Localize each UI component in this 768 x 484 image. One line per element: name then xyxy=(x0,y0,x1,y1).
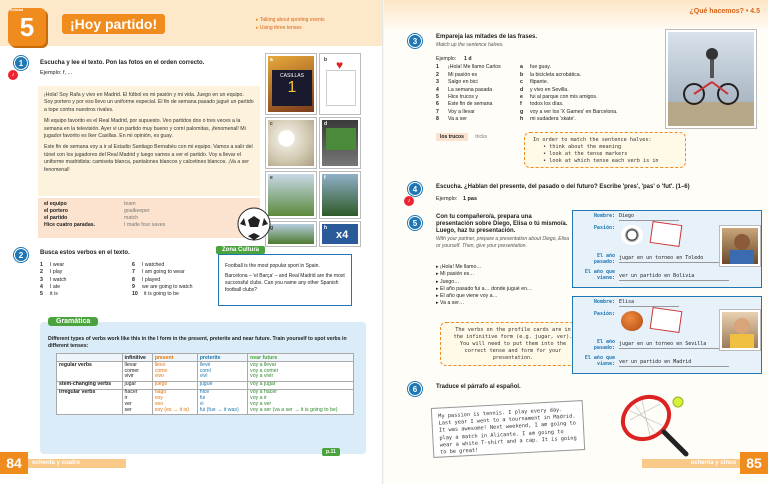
exercise-1-number: 1 xyxy=(14,56,28,70)
table-header: infinitive present preterite near future xyxy=(57,354,354,362)
table-row: stem-changing verbs jugar juego jugué voy a jugar xyxy=(57,381,354,389)
list-item: 10 it is going to be xyxy=(132,291,179,298)
tip-match-halves: In order to match the sentence halves: • think about the meaning • look at the tense markers • look at which tense each verb is in xyxy=(524,132,686,168)
gramatica-tab: Gramática xyxy=(48,317,98,326)
translation-paragraph: My passion is tennis. I play every day. Last year I went to a tournament in Madrid. It was awesome! Next weekend, I am going to play a match in Alicante. I am going to wear a white T-shirt and a cap. It is going to be great! xyxy=(431,400,585,458)
list-item: 3 I watch xyxy=(40,276,67,283)
list-item: 6 I watched xyxy=(132,262,165,268)
photo-b-heart-shirt: ♥ b xyxy=(320,54,360,114)
right-page xyxy=(384,0,768,484)
gramatica-intro: Different types of verbs work like this in the I form in the present, preterite and near future. Train yourself to spot verbs in different tenses: xyxy=(48,336,347,349)
list-item: ▸ El año que viene voy a… xyxy=(436,293,498,300)
example-value: f, ... xyxy=(62,70,73,76)
tip-profile-verbs: The verbs on the profile cards are in the infinitive form (e.g. jugar, ver). You will need to put them into the correct tense and form for your presentation. xyxy=(440,322,586,366)
elisa-photo xyxy=(720,310,760,350)
aim-item: ▸ Using three tenses xyxy=(256,24,325,32)
exercise-2-instruction: Busca estos verbos en el texto. xyxy=(40,250,130,256)
exercise-2-number: 2 xyxy=(14,248,28,262)
vocab-row: el partido match xyxy=(44,215,139,221)
match-row: 2 Mi pasión es b la bicicleta acrobática. xyxy=(436,71,582,78)
exercise-4-number: 4 xyxy=(408,182,422,196)
diego-photo xyxy=(720,226,760,266)
exercise-1-example xyxy=(40,70,72,76)
exercise-6-instruction: Traduce el párrafo al español. xyxy=(436,384,521,390)
list-item: ▸ Va a ser… xyxy=(436,300,465,307)
list-item: 4 I ate xyxy=(40,283,61,290)
bmx-rider-photo xyxy=(666,30,756,128)
photo-h-x4: x4 h xyxy=(320,222,360,246)
list-item: 5 it is xyxy=(40,291,58,298)
presentation-prompts xyxy=(436,264,532,308)
match-row: 1 ¡Hola! Me llamo Carlos a fue guay. xyxy=(436,64,551,71)
left-page-words: ochenta y cuatro xyxy=(26,459,126,468)
vocab-box xyxy=(38,198,260,238)
exercise-1-instruction: Escucha y lee el texto. Pon las fotos en el orden correcto. xyxy=(40,60,205,66)
profile-card-elisa: Nombre: Elisa Pasión: El año pasado: jugar en un torneo en Sevilla El año que viene: ver un partido en Madrid xyxy=(572,296,762,374)
unit-word: unidad xyxy=(10,7,24,12)
unit-number: 5 xyxy=(19,12,35,42)
exercise-6-number: 6 xyxy=(408,382,422,396)
exercise-5-sub: With your partner, prepare a presentation about Diego, Elisa or yourself. Then, give your presentation. xyxy=(436,236,570,249)
verb-table xyxy=(56,353,354,415)
match-row: 6 Este fin de semana f todos los días. xyxy=(436,101,564,108)
exercise-3-number: 3 xyxy=(408,34,422,48)
exercise-4-example: Ejemplo: 1 pas xyxy=(436,196,478,202)
right-page-words: ochenta y cinco xyxy=(642,459,742,468)
left-header-band xyxy=(0,0,384,46)
list-item: ▸ El año pasado fui a… donde jugué en… xyxy=(436,285,533,292)
list-item: ▸ ¡Hola! Me llamo… xyxy=(436,264,482,270)
ticket-icon xyxy=(650,221,683,247)
unit-badge xyxy=(8,8,46,46)
match-row: 7 Voy a llevar g voy a ver los 'X Games' en Barcelona. xyxy=(436,108,618,115)
photo-c-popcorn: c xyxy=(266,118,316,168)
left-page-number: 84 xyxy=(0,452,28,474)
zona-text-1: Football is the most popular sport in Spain. xyxy=(225,263,320,269)
table-row: regular verbs llevar comer vivir llevo como vivo llevé comí viví voy a llevar voy a comer voy a vivir xyxy=(57,362,354,382)
match-row: 5 Hice trucos y e fui al parque con mis amigos. xyxy=(436,94,598,101)
headphones-icon: ♪ xyxy=(404,196,414,206)
x4-badge: x4 xyxy=(336,229,349,241)
list-item: 1 I wear xyxy=(40,262,65,268)
exercise-3-sub: Match up the sentence halves. xyxy=(436,42,504,48)
right-page-number: 85 xyxy=(740,452,768,474)
exercise-3-instruction: Empareja las mitades de las frases. xyxy=(436,34,538,40)
football-icon xyxy=(621,225,643,245)
gramatica-box xyxy=(40,322,366,454)
profile-card-diego: Nombre: Diego Pasión: El año pasado: jugar en un torneo en Toledo El año que viene: ver un partido en Bolivia xyxy=(572,210,762,288)
match-row: 4 La semana pasada d y vivo en Sevilla. xyxy=(436,86,569,93)
vocab-row: el equipo team xyxy=(44,201,136,207)
list-item: 8 I played xyxy=(132,276,161,283)
list-item: 7 I am going to wear xyxy=(132,269,185,276)
exercise-4-instruction: Escucha. ¿Hablan del presente, del pasado o del futuro? Escribe 'pres', 'pas' o 'fut'. (1–6) xyxy=(436,184,690,190)
list-item: ▸ Mi pasión es… xyxy=(436,271,475,278)
example-label: Ejemplo: xyxy=(40,70,62,76)
vocab-row: Hice cuatro paradas. I made four saves xyxy=(44,222,166,228)
ticket-icon xyxy=(650,307,683,333)
list-item: 9 we are going to watch xyxy=(132,283,193,290)
list-item: ▸ Juego… xyxy=(436,278,460,285)
zona-cultura-box xyxy=(218,254,352,306)
section-header: ¿Qué hacemos? • 4.5 xyxy=(689,8,760,15)
soccer-ball-icon xyxy=(236,206,272,242)
photo-f-players: f xyxy=(320,172,360,218)
zona-text-2: Barcelona – 'el Barça' – and Real Madrid are the most successful clubs. Can you name any other Spanish football clubs? xyxy=(225,273,345,293)
zona-cultura-tab: Zona Cultura xyxy=(216,246,265,254)
rafa-reading-text xyxy=(38,86,260,196)
photo-e-stadium: e xyxy=(266,172,316,218)
learning-aims xyxy=(256,16,325,32)
photo-d-tv: d xyxy=(320,118,360,168)
headphones-icon: ♪ xyxy=(8,70,18,80)
exercise-5-number: 5 xyxy=(408,216,422,230)
match-row: 3 Salgo en bici c flipante. xyxy=(436,79,549,86)
basketball-icon xyxy=(621,311,643,331)
verbs-list-right xyxy=(132,262,192,298)
match-row: 8 Va a ser h mi sudadera 'skate'. xyxy=(436,116,576,123)
reading-paragraph: Mi equipo favorito es el Real Madrid, por supuesto. Veo partidos dos o tres veces a la semana en la televisión. Ayer vi un partido muy bueno y comí palomitas, ¡fenomenal! Mi jugador favorito es Iker Casillas. En mi opinión, es guay. xyxy=(44,118,246,140)
trucos-vocab: los trucos tricks xyxy=(436,134,487,140)
table-row: irregular verbs hacer ir ver ser hago voy veo soy (es → it is) hice fui vi fui (fue → it was) voy a hacer voy a ir voy a ver voy a ser (va a ser → it is going to be) xyxy=(57,389,354,414)
exercise-5-instruction: Con tu compañero/a, prepara una presentación sobre Diego, Elisa o tú mismo/a. Luego, haz tu presentación. xyxy=(436,214,568,234)
photo-a-casillas: CASILLAS 1 a xyxy=(266,54,316,114)
photo-g-keeper-dive: g xyxy=(266,222,316,246)
aim-item: ▸ Talking about sporting events xyxy=(256,16,325,24)
tennis-racket-icon xyxy=(616,390,694,460)
page-title: ¡Hoy partido! xyxy=(62,14,165,34)
reading-paragraph: ¡Hola! Soy Rafa y vivo en Madrid. El fútbol es mi pasión y mi vida. Juego en un equipo. Soy portero y por eso llevo un uniforme especial. El fin de semana pasado jugué un partido a tope contra nuestros rivales. xyxy=(44,92,254,113)
list-item: 2 I play xyxy=(40,269,63,276)
vocab-row: el portero goalkeeper xyxy=(44,208,150,214)
match-grid: Ejemplo: 1 d 1 ¡Hola! Me llamo Carlos a fue guay. 2 Mi pasión es b la bicicleta acrobática. 3 Salgo en bici c flipante. 4 La semana pasada d y vivo en Sevilla. 5 Hice trucos y e fui al parque con mis amigos. 6 Este fin de semana f todos los días. 7 Voy a llevar g voy a ver los 'X Games' en Barcelona. 8 Va a ser h mi sudadera 'skate'. xyxy=(436,56,618,123)
heart-icon: ♥ xyxy=(336,58,344,72)
page-ref-link[interactable]: p.11 xyxy=(322,448,340,456)
reading-paragraph: Este fin de semana voy a ir al Estadio Santiago Bernabéu con mi equipo. Vamos a salir del túnel con los jugadores del Real Madrid y luego vamos a ver el partido. Voy a llevar el uniforme madridista: camiseta blanca, pantalones blancos y calcetines blancos. ¡Va a ser fenomenal! xyxy=(44,144,253,173)
verbs-list-left xyxy=(40,262,66,298)
